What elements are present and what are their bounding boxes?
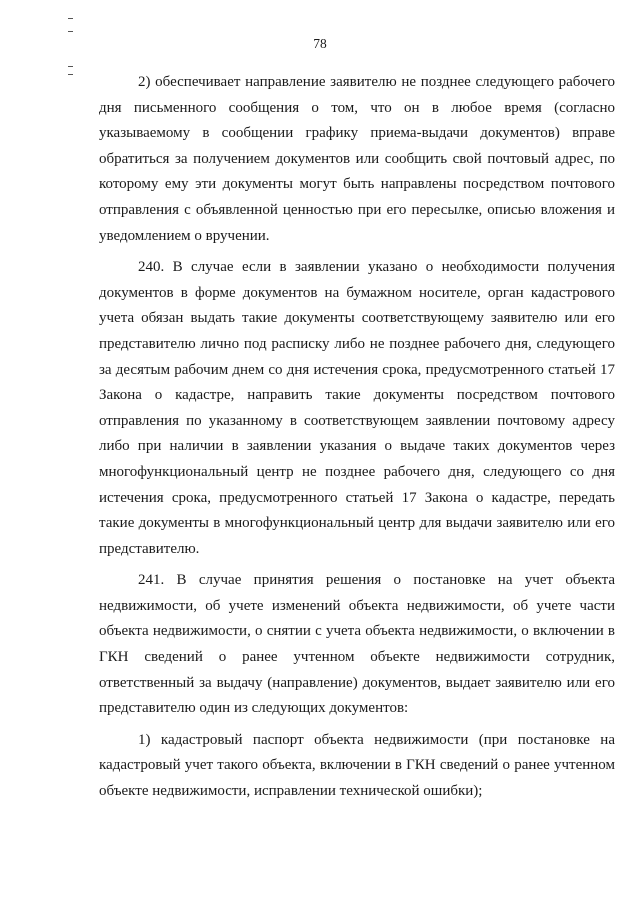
margin-mark	[68, 31, 73, 32]
paragraph-item-1: 1) кадастровый паспорт объекта недвижимости (при постановке на кадастровый учет такого объекта, включении в ГКН сведений о ранее учтенном объекте недвижимости, исправлении технической ошибки);	[99, 731, 615, 800]
margin-mark	[68, 74, 73, 75]
margin-mark	[68, 66, 73, 67]
page-number: 78	[313, 36, 327, 51]
paragraph-241: 241. В случае принятия решения о постановке на учет объекта недвижимости, об учете изменений объекта недвижимости, об учете части объекта недвижимости, о снятии с учета объекта недвижимости, о включении в ГКН сведений о ранее учтенном объекте недвижимости сотрудник, ответственный за выдачу (направление) документов, выдает заявителю или его представителю один из следующих документов:	[99, 572, 615, 717]
paragraph-item-2: 2) обеспечивает направление заявителю не позднее следующего рабочего дня письменного сообщения о том, что он в любое время (согласно указываемому в сообщении графику приема-выдачи документов) вправе обратиться за получением документов или сообщить свой почтовый адрес, по которому ему эти документы могут быть направлены посредством почтового отправления с объявленной ценностью при его пересылке, описью вложения и уведомлением о вручении.	[99, 74, 615, 244]
paragraph-240: 240. В случае если в заявлении указано о необходимости получения документов в форме документов на бумажном носителе, орган кадастрового учета обязан выдать такие документы соответствующему заявителю или его представителю лично под расписку либо не позднее рабочего дня, следующего за десятым рабочим днем со дня истечения срока, предусмотренного статьей 17 Закона о кадастре, направить такие документы посредством почтового отправления по указанному в соответствующем заявлении почтовому адресу либо при наличии в заявлении указания о выдаче таких документов через многофункциональный центр не позднее рабочего дня, следующего со дня истечения срока, предусмотренного статьей 17 Закона о кадастре, передать такие документы в многофункциональный центр для выдачи заявителю или его представителю.	[99, 259, 615, 557]
margin-mark	[68, 18, 73, 19]
document-body	[99, 70, 615, 811]
